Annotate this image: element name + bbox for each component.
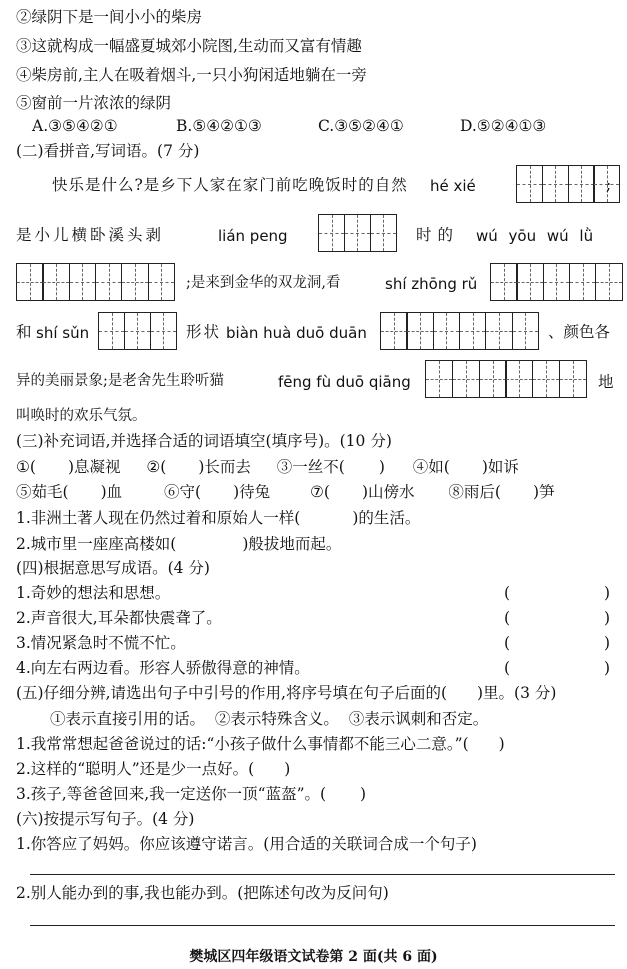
option-d[interactable]: D.⑤②④①③	[460, 117, 547, 135]
section-4-heading: (四)根据意思写成语。(4 分)	[16, 559, 210, 577]
s4-item-2: 2.声音很大,耳朵都快震聋了。	[16, 609, 222, 627]
answer-line-2[interactable]	[30, 925, 615, 926]
s2-text-1: 快乐是什么?是乡下人家在家门前吃晚饭时的自然	[52, 176, 408, 194]
s4-item-4: 4.向左右两边看。形容人骄傲得意的神情。	[16, 659, 310, 677]
q1-line-3: ③这就构成一幅盛夏城郊小院图,生动而又富有情趣	[16, 37, 362, 55]
answer-boxes-bian-hua-duo-duan[interactable]	[380, 312, 538, 350]
pinyin-he-xie: hé xié	[430, 177, 476, 195]
option-a[interactable]: A.③⑤④②①	[32, 117, 118, 135]
q1-line-5: ⑤窗前一片浓浓的绿阴	[16, 94, 172, 112]
pinyin-shi-sun: shí sǔn	[36, 324, 90, 342]
s6-question-2: 2.别人能办到的事,我也能办到。(把陈述句改为反问句)	[16, 884, 389, 902]
section-3-heading: (三)补充词语,并选择合适的词语填空(填序号)。(10 分)	[16, 432, 392, 450]
s2-text-4c: 、颜色各	[548, 323, 611, 341]
section-6-heading: (六)按提示写句子。(4 分)	[16, 810, 195, 828]
pinyin-lian-peng: lián peng	[218, 227, 288, 245]
s4-answer-close-1[interactable]: )	[604, 584, 611, 602]
s4-answer-open-3[interactable]: (	[504, 634, 511, 652]
s4-item-3: 3.情况紧急时不慌不忙。	[16, 634, 186, 652]
s2-text-4a: 和	[16, 323, 32, 341]
answer-boxes-shi-sun[interactable]	[98, 312, 175, 350]
s5-question-1: 1.我常常想起爸爸说过的话:“小孩子做什么事情都不能三心二意。”( )	[16, 735, 505, 753]
s2-text-2b: 时的	[416, 226, 460, 244]
s2-semicolon: ;	[606, 176, 612, 194]
option-c[interactable]: C.③⑤②④①	[318, 117, 404, 135]
option-b[interactable]: B.⑤④②①③	[176, 117, 262, 135]
pinyin-wu-you-wu-lv: wú yōu wú lǜ	[476, 227, 594, 245]
pinyin-bian-hua-duo-duan: biàn huà duō duān	[226, 324, 367, 342]
section-2-heading: (二)看拼音,写词语。(7 分)	[16, 142, 200, 160]
s4-answer-close-4[interactable]: )	[604, 659, 611, 677]
s3-question-1: 1.非洲土著人现在仍然过着和原始人一样( )的生活。	[16, 509, 421, 527]
answer-boxes-lian-peng[interactable]	[318, 214, 395, 252]
s4-answer-open-2[interactable]: (	[504, 609, 511, 627]
s3-row-2: ⑤茹毛( )血 ⑥守( )待兔 ⑦( )山傍水 ⑧雨后( )笋	[16, 483, 555, 501]
answer-boxes-feng-fu-duo-qiang[interactable]	[425, 360, 586, 398]
s4-answer-close-3[interactable]: )	[604, 634, 611, 652]
answer-boxes-shi-zhong-ru[interactable]	[490, 263, 622, 301]
s3-row-1: ①( )息凝视 ②( )长而去 ③一丝不( ) ④如( )如诉	[16, 458, 519, 476]
s2-text-5: 异的美丽景象;是老舍先生聆听猫	[16, 373, 224, 389]
s5-question-3: 3.孩子,等爸爸回来,我一定送你一顶“蓝盔”。( )	[16, 785, 367, 803]
pinyin-shi-zhong-ru: shí zhōng rǔ	[385, 275, 478, 293]
s4-answer-open-1[interactable]: (	[504, 584, 511, 602]
s2-text-4b: 形状	[186, 323, 222, 341]
q1-line-4: ④柴房前,主人在吸着烟斗,一只小狗闲适地躺在一旁	[16, 66, 367, 84]
s6-question-1: 1.你答应了妈妈。你应该遵守诺言。(用合适的关联词合成一个句子)	[16, 835, 477, 853]
q1-line-2: ②绿阴下是一间小小的柴房	[16, 8, 203, 26]
pinyin-feng-fu-duo-qiang: fēng fù duō qiāng	[278, 373, 411, 391]
s2-text-5b: 地	[598, 373, 614, 391]
s4-answer-open-4[interactable]: (	[504, 659, 511, 677]
s5-choices: ①表示直接引用的话。 ②表示特殊含义。 ③表示讽刺和否定。	[50, 710, 489, 728]
s5-question-2: 2.这样的“聪明人”还是少一点好。( )	[16, 760, 291, 778]
page-footer: 樊城区四年级语文试卷第 2 面(共 6 面)	[189, 949, 438, 965]
answer-line-1[interactable]	[30, 874, 615, 875]
section-5-heading: (五)仔细分辨,请选出句子中引号的作用,将序号填在句子后面的( )里。(3 分)	[16, 684, 557, 702]
s4-answer-close-2[interactable]: )	[604, 609, 611, 627]
s2-text-3: ;是来到金华的双龙洞,看	[186, 275, 341, 291]
s2-text-6: 叫唤时的欢乐气氛。	[16, 408, 147, 424]
s3-question-2: 2.城市里一座座高楼如( )般拔地而起。	[16, 535, 342, 553]
answer-boxes-wu-you-wu-lv[interactable]	[16, 263, 174, 301]
s4-item-1: 1.奇妙的想法和思想。	[16, 584, 171, 602]
s2-text-2: 是小儿横卧溪头剥	[16, 226, 165, 244]
answer-boxes-he-xie[interactable]	[516, 165, 619, 203]
